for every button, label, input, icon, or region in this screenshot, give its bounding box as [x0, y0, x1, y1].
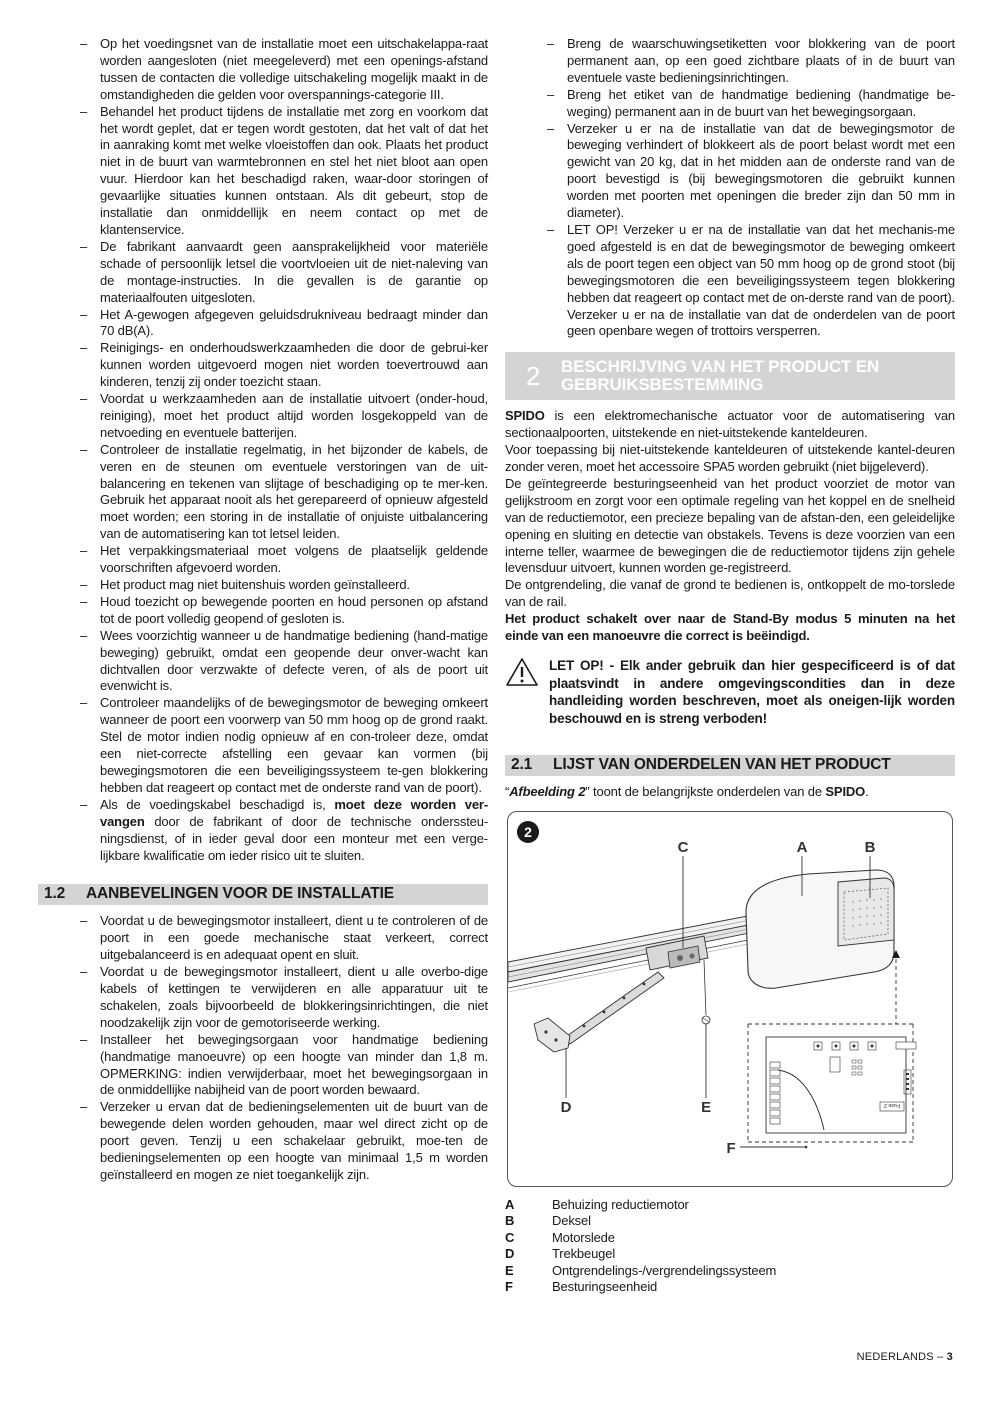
footer-language: NEDERLANDS – [856, 1351, 947, 1363]
warning-text: LET OP! - Elk ander gebruik dan hier gespecificeerd is of dat plaatsvindt in andere omgevingscondities dan in deze handleiding worden beschreven, moet als oneigen-lijk worden beschouwd en is streng verboden! [549, 658, 955, 726]
page-number: 3 [946, 1351, 953, 1363]
left-column [44, 36, 489, 1184]
list-item: – Voordat u de bewegingsmotor installeert, dient u te controleren of de poort in een goede mechanische staat verkeert, correct uitgebalanceerd is en adequaat opent en sluit. [78, 913, 488, 964]
standby-text: Het product schakelt over naar de Stand-By modus 5 minuten na het einde van een manoeuvre die correct is beëindigd. [505, 611, 955, 644]
list-item: – Verzeker u er na de installatie van dat de bewegingsmotor de beweging verhindert of blokkeert als de poort belast wordt met een gewicht van 20 kg, dat in het midden aan de onderste rand van de poort bevestigd is (bij bewegingsmotoren die gebruikt kunnen worden met poorten met openingen die breder zijn dan 50 mm in diameter). [545, 121, 955, 222]
list-item: – De fabrikant aanvaardt geen aansprakelijkheid voor materiële schade of persoonlijk letsel die voortvloeien uit de niet-naleving van de montage-instructies. In die gevallen is de garantie op materiaalfouten uitgesloten. [78, 239, 488, 307]
section-title: AANBEVELINGEN VOOR DE INSTALLATIE [86, 885, 394, 903]
figure-reference [505, 784, 955, 801]
cable-text-post: door de fabrikant of door de technische onderssteu-ningsdienst, of in ieder geval door een monteur met een verge-lijkbare kwalificatie om ieder risico uit te sluiten. [100, 813, 488, 863]
figure-label-a: A [796, 838, 808, 856]
legend-text: Deksel [552, 1213, 591, 1229]
legend-row [505, 1263, 955, 1280]
legend-key: E [505, 1262, 514, 1278]
quote-open: “ [505, 784, 510, 799]
right-column [505, 36, 955, 1296]
list-item: – Op het voedingsnet van de installatie moet een uitschakelappa-raat worden aangesloten (niet meegeleverd) met een openings-afstand tussen de contacten die volledige uitschakeling mogelijk maakt in de omstandigheden die gelden voor overspannings-categorie III. [78, 36, 488, 104]
figure-2 [507, 811, 953, 1187]
legend-row [505, 1279, 955, 1296]
cable-text-bold: moet deze worden ver-vangen [100, 796, 489, 829]
figure-ref-mid: ” toont de belangrijkste onderdelen van de [585, 784, 826, 799]
list-item: – Behandel het product tijdens de installatie met zorg en voorkom dat het wordt geplet, dat er tegen wordt gestoten, dat het valt of dat het in aanraking komt met welke vloeistoffen dan ook. Plaats het product niet in de buurt van warmtebronnen en stel het niet bloot aan open vuur. Hierdoor kan het beschadigd raken, waar-door storingen of gevaarlijke situaties kunnen ontstaan. Als dit gebeurt, stop de installatie dan onmiddellijk en neem contact op met de klantenservice. [78, 104, 488, 239]
chapter-title [561, 358, 879, 394]
list-item: – Controleer de installatie regelmatig, in het bijzonder de kabels, de veren en de steunen om eventuele verstoringen van de uit-balancering en tekenen van slijtage of beschadiging op te mer-ken. Gebruik het apparaat nooit als het gerepareerd of opnieuw afgesteld moet worden; een storing in de installatie of onjuiste uitbalancering van de automatisering kan tot letsel leiden. [78, 442, 488, 543]
legend-row [505, 1230, 955, 1247]
list-item: – Het product mag niet buitenshuis worden geïnstalleerd. [78, 577, 488, 594]
legend-text: Motorslede [552, 1229, 615, 1245]
figure-number: 2 [524, 823, 532, 840]
figure-legend [505, 1197, 955, 1296]
list-item: – Controleer maandelijks of de bewegingsmotor de beweging omkeert wanneer de poort een voorwerp van 50 mm hoog op de grond raakt. Stel de motor indien nodig opnieuw af en con-troleer deze, omdat een niet-correcte afstelling een gevaar kan vormen (bij bewegingsmotoren die een beveiligingssysteem te-gen blokkering hebben dat reageert op contact met de onderste rand van de poort). [78, 695, 488, 796]
list-item: – LET OP! Verzeker u er na de installatie van dat het mechanis-me goed afgesteld is en dat de bewegingsmotor de beweging omkeert als de poort tegen een object van 50 mm hoog op de grond stoot (bij bewegingsmotoren die een beveiligingssysteem tegen blokkering hebben dat reageert op contact met de on-derste rand van de poort). Verzeker u er na de installatie van dat de onderdelen van de poort geen openbare wegen of trottoirs versperren. [545, 222, 955, 340]
list-item: – Voordat u de bewegingsmotor installeert, dient u alle overbo-dige kabels of kettingen te verwijderen en alle apparatuur uit te schakelen, zoals bijvoorbeeld de blokkeringsinrichtingen, die niet noodzakelijk zijn voor de gemotoriseerde werking. [78, 964, 488, 1032]
intro-text: is een elektromechanische actuator voor de automatisering van sectionaalpoorten, uitstekende en niet-uitstekende kanteldeuren. [505, 408, 955, 441]
paragraph-standby [505, 611, 955, 645]
figure-label-f: F [726, 1139, 736, 1157]
chapter-title-line1: BESCHRIJVING VAN HET PRODUCT EN [561, 357, 880, 377]
chapter-number: 2 [525, 360, 541, 391]
paragraph-control-unit: De geïntegreerde besturingseenheid van het product voorziet de motor van gelijkstroom en zorgt voor een optimale regeling van het koppel en de snelheid van de reductiemotor, een precieze bepaling van de afstan-den, een geleidelijke opening en sluiting en detectie van obstakels. Tevens is deze voorzien van een interne teller, waarmee de bewegingen die de reductiemotor tijdens zijn gehele levensduur uitvoert, kunnen worden ge-registreerd. [505, 475, 955, 576]
list-item: – Breng de waarschuwingsetiketten voor blokkering van de poort permanent aan, op een goed zichtbare plaats of in de buurt van eventuele vaste bedieningsinrichtingen. [545, 36, 955, 87]
cable-text-pre: Als de voedingskabel beschadigd is, [100, 796, 335, 812]
list-item-power-cable [78, 797, 488, 865]
chapter-heading-2 [505, 352, 955, 400]
figure-ref-end: . [865, 784, 869, 799]
product-name: SPIDO [505, 408, 545, 424]
chapter-title-line2: GEBRUIKSBESTEMMING [561, 375, 764, 395]
list-item: – Het verpakkingsmateriaal moet volgens de plaatselijk geldende voorschriften afgevoerd worden. [78, 543, 488, 577]
list-item: – Breng het etiket van de handmatige bediening (handmatige be-weging) permanent aan in de buurt van het bewegingsorgaan. [545, 87, 955, 121]
section-number: 2.1 [511, 756, 533, 774]
list-item: – Het A-gewogen afgegeven geluidsdrukniveau bedraagt minder dan 70 dB(A). [78, 307, 488, 341]
paragraph-spa5: Voor toepassing bij niet-uitstekende kanteldeuren of uitstekende kantel-deuren zonder veren, moet het accessoire SPA5 worden gebruikt (niet bijgeleverd). [505, 442, 955, 475]
warning-block [505, 657, 955, 727]
figure-label-c: C [677, 838, 689, 856]
legend-key: C [505, 1229, 515, 1245]
legend-text: Trekbeugel [552, 1246, 616, 1262]
legend-key: A [505, 1196, 515, 1212]
section-title: LIJST VAN ONDERDELEN VAN HET PRODUCT [553, 756, 891, 774]
paragraph-release: De ontgrendeling, die vanaf de grond te bedienen is, ontkoppelt de mo-torslede van de rail. [505, 577, 955, 610]
paragraph-intro [505, 408, 955, 442]
section-heading-2-1 [505, 755, 955, 776]
installation-recommendations-list [78, 913, 488, 1184]
legend-row [505, 1246, 955, 1263]
list-item: – Verzeker u ervan dat de bedieningselementen uit de buurt van de bewegende delen worden gehouden, maar wel direct zicht op de poort geven. Tenzij u een schakelaar gebruikt, moe-ten de bedieningselementen op een hoogte van minimaal 1,5 m worden geïnstalleerd en mogen ze niet toegankelijk zijn. [78, 1099, 488, 1184]
list-item: – Wees voorzichtig wanneer u de handmatige bediening (hand-matige beweging) gebruikt, omdat een geopende deur onver-wacht kan dichtvallen door verzwakte of defecte veren, of als de poort uit evenwicht is. [78, 628, 488, 696]
legend-key: D [505, 1246, 515, 1262]
figure-label-d: D [560, 1098, 572, 1116]
safety-list [78, 36, 488, 864]
section-number: 1.2 [44, 885, 66, 903]
figure-label-e: E [701, 1098, 711, 1116]
legend-key: F [505, 1279, 513, 1295]
safety-list-continued [545, 36, 955, 340]
legend-text: Besturingseenheid [552, 1279, 658, 1295]
board-fuse-label: Fuse 2 [884, 1101, 900, 1108]
legend-row [505, 1197, 955, 1214]
list-item: – Installeer het bewegingsorgaan voor handmatige bediening (handmatige manoeuvre) op een hoogte van minder dan 1,8 m. OPMERKING: indien verwijderbaar, moet het bewegingsorgaan in de onmiddellijke nabijheid van de poort worden bewaard. [78, 1032, 488, 1100]
figure-illustration [508, 812, 954, 1188]
page-footer [857, 1351, 953, 1363]
list-item: – Reinigings- en onderhoudswerkzaamheden die door de gebrui-ker kunnen worden uitgevoerd mogen niet worden toevertrouwd aan kinderen, tenzij zij onder toezicht staan. [78, 340, 488, 391]
legend-text: Behuizing reductiemotor [552, 1196, 689, 1212]
legend-row [505, 1213, 955, 1230]
list-item: – Voordat u werkzaamheden aan de installatie uitvoert (onder-houd, reiniging), moet het product altijd worden losgekoppeld van de netvoeding en eventuele batterijen. [78, 391, 488, 442]
warning-triangle-icon [505, 657, 549, 727]
figure-label-b: B [864, 838, 876, 856]
legend-text: Ontgrendelings-/vergrendelingssysteem [552, 1262, 777, 1278]
list-item: – Houd toezicht op bewegende poorten en houd personen op afstand tot de poort volledig geopend of gesloten is. [78, 594, 488, 628]
section-heading-1-2 [38, 884, 488, 905]
figure-ref-link: Afbeelding 2 [509, 784, 586, 799]
figure-ref-product: SPIDO [825, 784, 866, 799]
legend-key: B [505, 1213, 515, 1229]
